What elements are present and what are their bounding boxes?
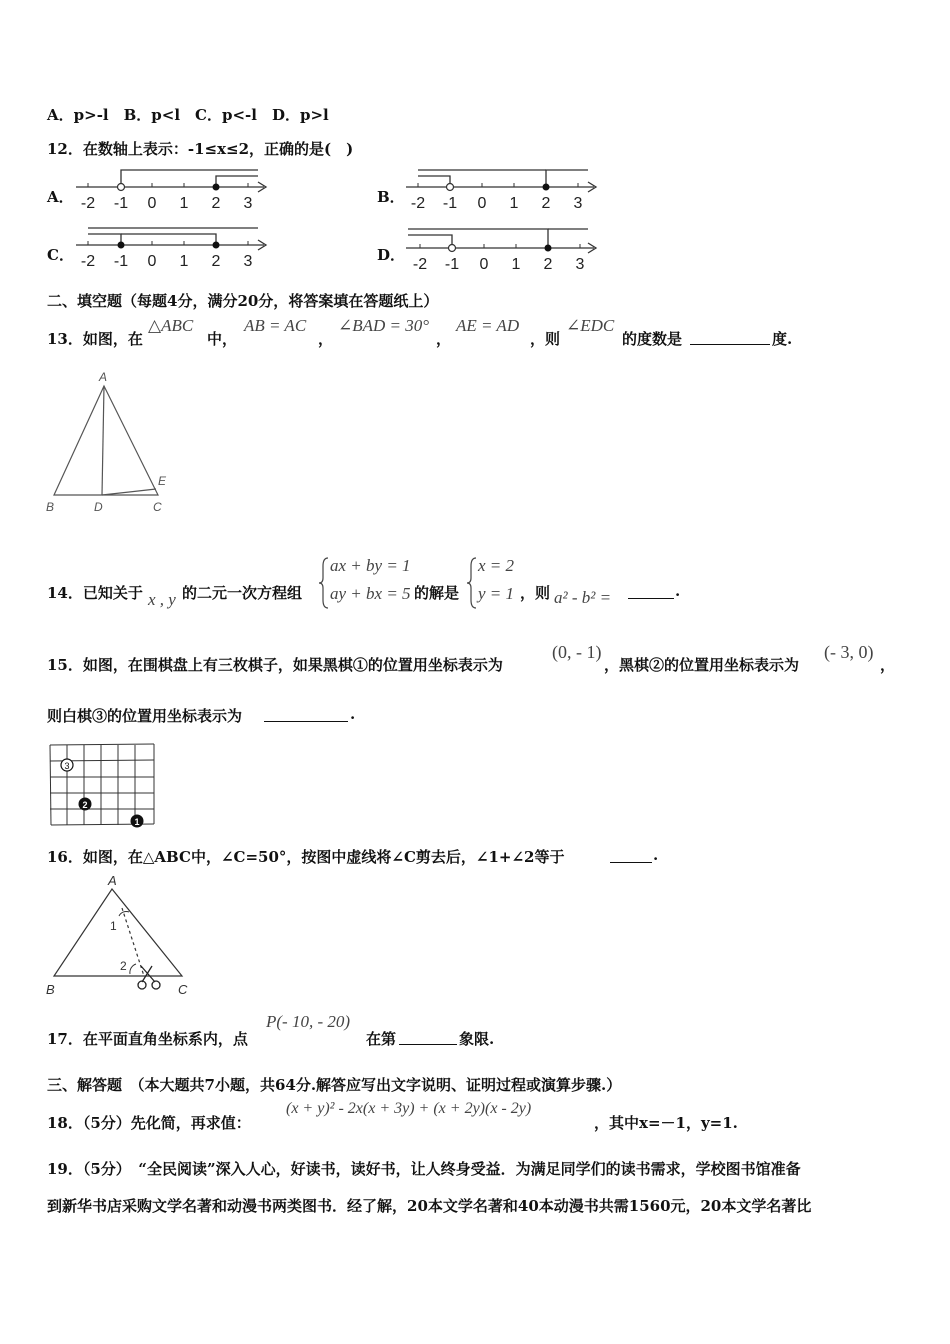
q14-text: 的二元一次方程组 (182, 584, 303, 602)
q13-text: ， (318, 330, 334, 348)
q12-option-b-label: B． (377, 188, 405, 206)
fig-label-b: B (46, 500, 55, 514)
fig-label-a: A (108, 873, 117, 888)
scissors-icon (138, 966, 160, 989)
q12-option-c-label: C． (47, 246, 74, 264)
q17-text: 在第 (366, 1030, 397, 1048)
q14-brace-left (318, 556, 330, 610)
tick-label: 2 (543, 256, 553, 272)
q15-line2: 则白棋③的位置用坐标表示为 (47, 707, 243, 725)
stone-number: 1 (134, 817, 140, 827)
q15-answer-blank[interactable] (264, 705, 348, 722)
q13-math-ab-ac: AB = AC (244, 316, 307, 335)
fig-label-b: B (46, 982, 55, 997)
q13-num: 13．如图，在 (47, 330, 143, 348)
q15-coord-2: (- 3, 0) (824, 642, 874, 662)
tick-label: 1 (179, 253, 189, 270)
q13-text: ，则 (530, 330, 561, 348)
q14-answer-blank[interactable] (628, 582, 674, 599)
tick-label: 2 (211, 195, 221, 212)
q14-text: ，则 (520, 584, 551, 602)
fig-label-c: C (178, 982, 188, 997)
stone-number: 2 (82, 800, 88, 810)
tick-label: 0 (147, 195, 157, 212)
q17-num: 17．在平面直角坐标系内，点 (47, 1030, 248, 1048)
tick-label: -2 (410, 195, 426, 212)
tick-label: 3 (243, 195, 253, 212)
fig-label-e: E (158, 474, 167, 488)
section3-title: 三、解答题 （本大题共7小题，共64分.解答应写出文字说明、证明过程或演算步骤.） (47, 1076, 622, 1094)
tick-label: 1 (509, 195, 519, 212)
q16-answer-blank[interactable] (610, 846, 652, 863)
q17-point: P(- 10, - 20) (266, 1012, 351, 1031)
q14-expression: a² - b² = (554, 588, 612, 607)
q13-math-angle-edc: ∠EDC (566, 316, 615, 335)
q16-text: 16．如图，在△ABC中，∠C=50°，按图中虚线将∠C剪去后，∠1+∠2等于 (47, 848, 565, 866)
q13-math-triangle: △ABC (148, 316, 194, 335)
tick-label: 3 (573, 195, 583, 212)
tick-label: -1 (442, 195, 458, 212)
tick-label: -2 (412, 256, 428, 272)
tick-label: 2 (541, 195, 551, 212)
q17-text: 象限. (459, 1030, 495, 1048)
tick-label: 0 (147, 253, 157, 270)
q18-expression: (x + y)² - 2x(x + 3y) + (x + 2y)(x - 2y) (286, 1100, 532, 1117)
q15-text: . (350, 705, 356, 723)
q16-triangle-figure (40, 872, 200, 1002)
fig-label-a: A (99, 370, 108, 384)
angle-label-1: 1 (110, 919, 117, 933)
tick-label: 1 (511, 256, 521, 272)
tick-label: 1 (179, 195, 189, 212)
fig-label-c: C (153, 500, 162, 514)
tick-label: -2 (80, 195, 96, 212)
section2-title: 二、填空题（每题4分，满分20分，将答案填在答题纸上） (47, 292, 439, 310)
tick-label: 2 (211, 253, 221, 270)
q14-brace-right (466, 556, 478, 610)
q13-math-ae-ad: AE = AD (456, 316, 520, 335)
q14-num: 14．已知关于 (47, 584, 143, 602)
q13-text: 的度数是 (622, 330, 683, 348)
q14-eq1: ax + by = 1 (330, 556, 411, 575)
tick-label: -1 (113, 253, 129, 270)
tick-label: 3 (575, 256, 585, 272)
q12-option-a-numberline (72, 166, 272, 214)
q14-vars: x , y (148, 590, 176, 609)
q15-text: ，黑棋②的位置用坐标表示为 (604, 656, 800, 674)
q13-text: 中， (207, 330, 238, 348)
q12-option-a-label: A． (47, 188, 74, 206)
q12-option-b-numberline (402, 166, 602, 214)
q17-answer-blank[interactable] (399, 1028, 457, 1045)
tick-label: 0 (479, 256, 489, 272)
q12-option-d-numberline (402, 224, 602, 272)
fig-label-d: D (94, 500, 103, 514)
black-stone-2 (79, 798, 92, 811)
angle-label-2: 2 (120, 959, 127, 973)
q14-text: 的解是 (414, 584, 460, 602)
tick-label: 0 (477, 195, 487, 212)
q15-go-board-figure (48, 742, 158, 828)
tick-label: -1 (113, 195, 129, 212)
q15-coord-1: (0, - 1) (552, 642, 602, 662)
q12-option-d-label: D． (377, 246, 406, 264)
q13-triangle-figure (40, 368, 180, 518)
q14-text: . (675, 582, 681, 600)
black-stone-1 (131, 815, 144, 828)
stone-number: 3 (64, 761, 70, 771)
q11-options: A．p>-l B．p<l C．p<-l D．p>l (47, 106, 329, 124)
q15-num: 15．如图，在围棋盘上有三枚棋子，如果黑棋①的位置用坐标表示为 (47, 656, 503, 674)
q12-option-c-numberline (72, 224, 272, 272)
q18-num: 18．（5分）先化简，再求值： (47, 1114, 251, 1132)
q19-line2: 到新华书店采购文学名著和动漫书两类图书．经了解，20本文学名著和40本动漫书共需1560元，20本文学名著比 (47, 1197, 812, 1215)
q14-eq2: ay + bx = 5 (330, 584, 411, 603)
q15-text: ， (880, 656, 896, 674)
q18-text: ，其中x=－1，y=1. (594, 1114, 738, 1132)
q13-text: ， (436, 330, 452, 348)
q14-sol1: x = 2 (478, 556, 515, 575)
q13-answer-blank[interactable] (690, 328, 770, 345)
tick-label: 3 (243, 253, 253, 270)
q19-line1: 19．（5分） “全民阅读”深入人心，好读书，读好书，让人终身受益．为满足同学们的读书需求，学校图书馆准备 (47, 1160, 801, 1178)
q12-stem: 12．在数轴上表示：-1≤x≤2，正确的是( ) (47, 140, 354, 158)
q16-text: . (653, 846, 659, 864)
tick-label: -1 (444, 256, 460, 272)
q13-text: 度. (772, 330, 793, 348)
q14-sol2: y = 1 (478, 584, 515, 603)
q13-math-angle-bad: ∠BAD = 30° (338, 316, 430, 335)
tick-label: -2 (80, 253, 96, 270)
white-stone-3 (61, 759, 73, 771)
